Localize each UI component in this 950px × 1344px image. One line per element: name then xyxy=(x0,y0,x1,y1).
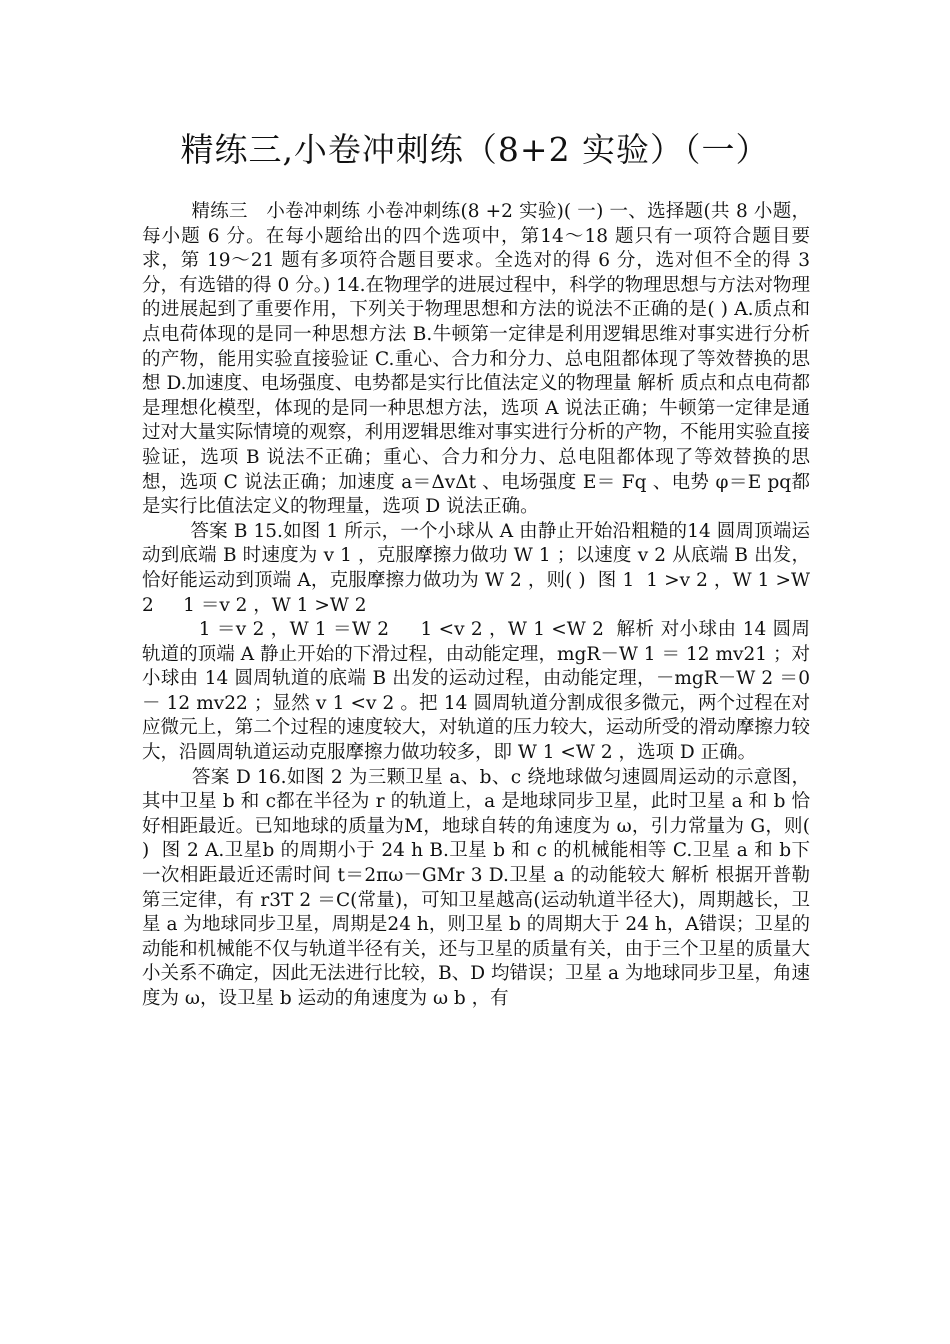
paragraph-question-15: 答案 B 15.如图 1 所示，一个小球从 A 由静止开始沿粗糙的14 圆周顶端运动到底端 B 时速度为 v 1 ，克服摩擦力做功 W 1 ；以速度 v 2 从底端 B 出发，恰好能运动到顶端 A，克服摩擦力做功为 W 2 ，则( ) 图 1 1 >v 2 ，W 1 >W 2 1 ＝v 2 ，W 1 >W 2 xyxy=(142,520,816,616)
paragraph-question-14: 精练三 小卷冲刺练 小卷冲刺练(8 +2 实验)( 一) 一、选择题(共 8 小题，每小题 6 分。在每小题给出的四个选项中，第14～18 题只有一项符合题目要求，第 19～21 题有多项符合题目要求。全选对的得 6 分，选对但不全的得 3 分，有选错的得 0 分。) 14.在物理学的进展过程中，科学的物理思想与方法对物理的进展起到了重要作用，下列关于物理思想和方法的说法不正确的是( ) A.质点和点电荷体现的是同一种思想方法 B.牛顿第一定律是利用逻辑思维对事实进行分析的产物，能用实验直接验证 C.重心、合力和分力、总电阻都体现了等效替换的思想 D.加速度、电场强度、电势都是实行比值法定义的物理量 解析 质点和点电荷都是理想化模型，体现的是同一种思想方法，选项 A 说法正确；牛顿第一定律是通过对大量实际情境的观察，利用逻辑思维对事实进行分析的产物，不能用实验直接验证，选项 B 说法不正确；重心、合力和分力、总电阻都体现了等效替换的思想，选项 C 说法正确；加速度 a＝ΔvΔt 、电场强度 E＝ Fq 、电势 φ＝E pq都是实行比值法定义的物理量，选项 D 说法正确。 xyxy=(142,201,816,518)
document-title: 精练三,小卷冲刺练（8+2 实验）（一） xyxy=(180,130,770,169)
paragraph-question-15-analysis: 1 ＝v 2 ，W 1 ＝W 2 1 <v 2 ，W 1 <W 2 解析 对小球由 14 圆周轨道的顶端 A 静止开始的下滑过程，由动能定理，mgR－W 1 ＝ 12 mv21 ；对小球由 14 圆周轨道的底端 B 出发的运动过程，由动能定理，－mgR－W 2 ＝0－ 12 mv22 ；显然 v 1 <v 2 。把 14 圆周轨道分割成很多微元，两个过程在对应微元上，第二个过程的速度较大，对轨道的压力较大，运动所受的滑动摩擦力较大，沿圆周轨道运动克服摩擦力做功较多，即 W 1 <W 2 ，选项 D 正确。 xyxy=(142,619,810,764)
document-body xyxy=(142,200,816,1012)
paragraph-question-16: 答案 D 16.如图 2 为三颗卫星 a、b、c 绕地球做匀速圆周运动的示意图，其中卫星 b 和 c都在半径为 r 的轨道上，a 是地球同步卫星，此时卫星 a 和 b 恰好相距最近。已知地球的质量为M，地球自转的角速度为 ω，引力常量为 G，则( ) 图 2 A.卫星b 的周期小于 24 h B.卫星 b 和 c 的机械能相等 C.卫星 a 和 b下一次相距最近还需时间 t＝2πω－GMr 3 D.卫星 a 的动能较大 解析 根据开普勒第三定律，有 r3T 2 ＝C(常量)，可知卫星越高(运动轨道半径大)，周期越长，卫星 a 为地球同步卫星，周期是24 h，则卫星 b 的周期大于 24 h，A错误；卫星的动能和机械能不仅与轨道半径有关，还与卫星的质量有关，由于三个卫星的质量大小关系不确定，因此无法进行比较，B、D 均错误；卫星 a 为地球同步卫星，角速度为 ω，设卫星 b 运动的角速度为 ω b ，有 xyxy=(142,766,816,1009)
